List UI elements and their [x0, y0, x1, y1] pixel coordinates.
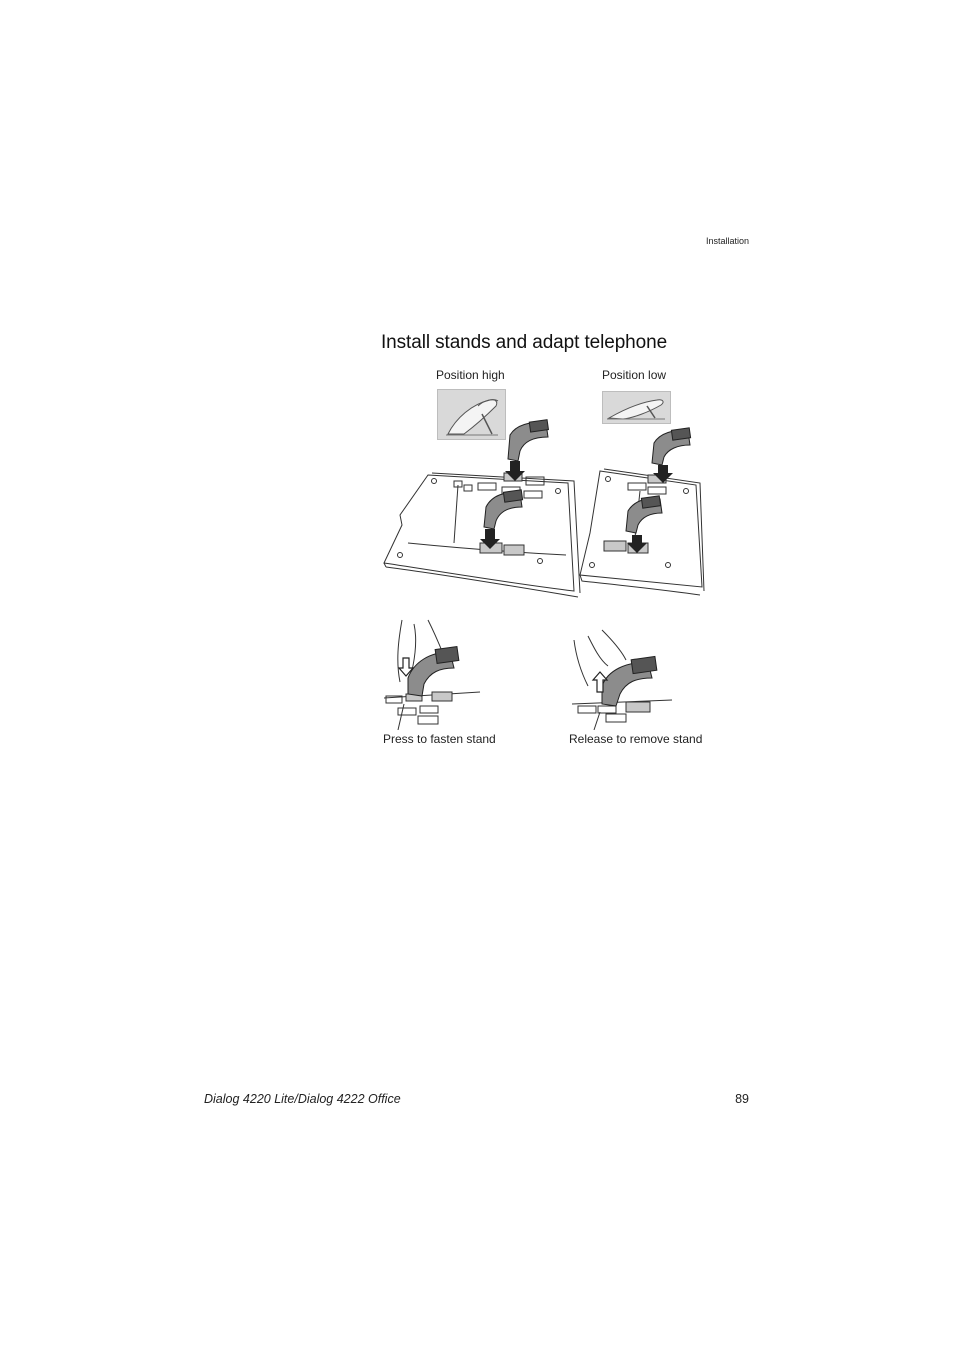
phone-base-high: [384, 473, 580, 597]
page-number: 89: [735, 1092, 749, 1106]
stand-installation-illustration: [378, 415, 718, 605]
page-title: Install stands and adapt telephone: [381, 332, 668, 353]
stand-piece-high-lower: [484, 490, 523, 529]
section-header: Installation: [705, 236, 749, 246]
stand-piece-high-upper: [508, 420, 548, 461]
caption-release-to-remove: Release to remove stand: [569, 732, 703, 746]
release-to-remove-illustration: [572, 626, 676, 730]
stand-piece-low-lower: [626, 496, 662, 533]
caption-position-low: Position low: [602, 368, 667, 382]
press-to-fasten-illustration: [384, 612, 484, 730]
caption-position-high: Position high: [436, 368, 505, 382]
phone-base-low: [580, 469, 704, 595]
stand-piece-low-upper: [652, 428, 691, 465]
footer-product-name: Dialog 4220 Lite/Dialog 4222 Office: [204, 1092, 401, 1106]
caption-press-to-fasten: Press to fasten stand: [383, 732, 496, 746]
